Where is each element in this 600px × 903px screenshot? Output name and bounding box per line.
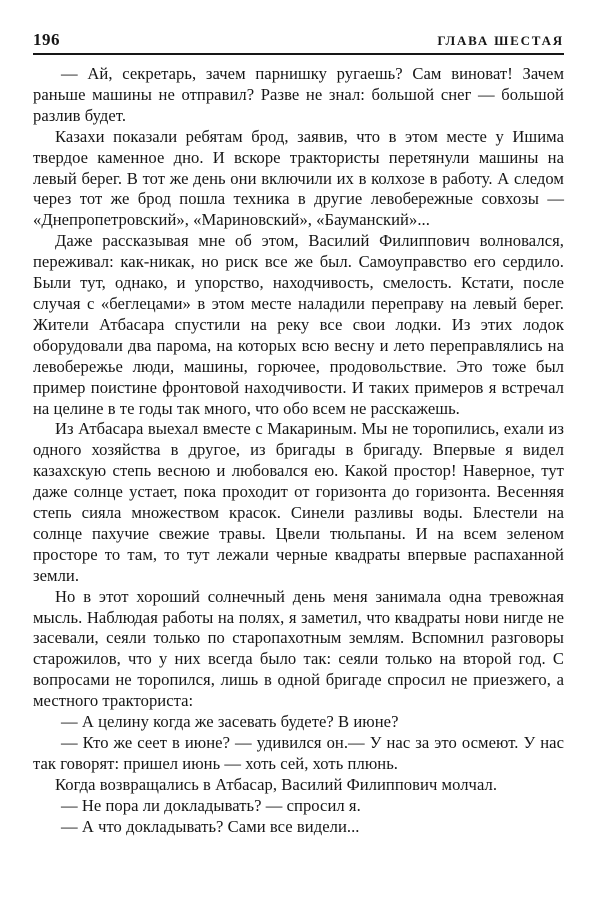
paragraph: — А целину когда же засевать будете? В июне?	[61, 712, 399, 732]
paragraph: Когда возвращались в Атбасар, Василий Филиппович молчал.	[55, 774, 498, 794]
paragraph: Но в этот хороший солнечный день меня занимала одна тревожная мысль. Наблюдая работы на полях, я заметил, что квадраты нови нигде не засевали, сеяли только по старопахотным землям. Вспомнил разговоры старожилов, что у них всегда было так: сеяли только на второй год. С вопросами не торопился, лишь в одной бригаде спросил не приезжего, а местного тракториста:	[33, 586, 564, 711]
chapter-title: ГЛАВА ШЕСТАЯ	[437, 33, 564, 48]
body-text	[33, 64, 564, 838]
paragraph: Даже рассказывая мне об этом, Василий Филиппович волновался, переживал: как-никак, но риск все же был. Самоуправство его сердило. Были тут, однако, и упорство, находчивость, смелость. Кстати, после случая с «беглецами» в этом месте наладили переправу на левый берег. Жители Атбасара спустили на реку все свои лодки. Из этих лодок оборудовали два парома, на которых всю весну и лето переправлялись на левобережье люди, машины, горючее, продовольствие. Это тоже был пример поистине фронтовой находчивости. И таких примеров я встречал на целине в те годы так много, что обо всем не расскажешь.	[33, 231, 564, 418]
paragraph: — Не пора ли докладывать? — спросил я.	[61, 795, 361, 815]
paragraph: Казахи показали ребятам брод, заявив, что в этом месте у Ишима твердое каменное дно. И вскоре трактористы перетянули машины на левый берег. В тот же день они включили их в колхозе в работу. А следом через тот же брод пошла техника в другие левобережные совхозы — «Днепропетровский», «Мариновский», «Бауманский»...	[33, 126, 564, 230]
paragraph: Из Атбасара выехал вместе с Макариным. Мы не торопились, ехали из одного хозяйства в другое, из бригады в бригаду. Впервые я видел казахскую степь весною и любовался ею. Какой простор! Наверное, тут даже солнце устает, пока проходит от горизонта до горизонта. Весенняя степь сияла множеством красок. Синели разливы воды. Блестели на солнце пахучие свежие травы. Цвели тюльпаны. И на всем зеленом просторе то там, то тут лежали черные квадраты впервые распаханной земли.	[33, 419, 564, 585]
paragraph: — Кто же сеет в июне? — удивился он.— У нас за это осмеют. У нас так говорят: пришел июнь — хоть сей, хоть плюнь.	[33, 733, 564, 773]
running-header	[33, 30, 564, 50]
header-rule	[33, 53, 564, 55]
paragraph: — А что докладывать? Сами все видели...	[61, 816, 360, 836]
page-number: 196	[33, 30, 60, 49]
paragraph: — Ай, секретарь, зачем парнишку ругаешь? Сам виноват! Зачем раньше машины не отправил? Разве не знал: большой снег — большой разлив будет.	[33, 64, 564, 125]
